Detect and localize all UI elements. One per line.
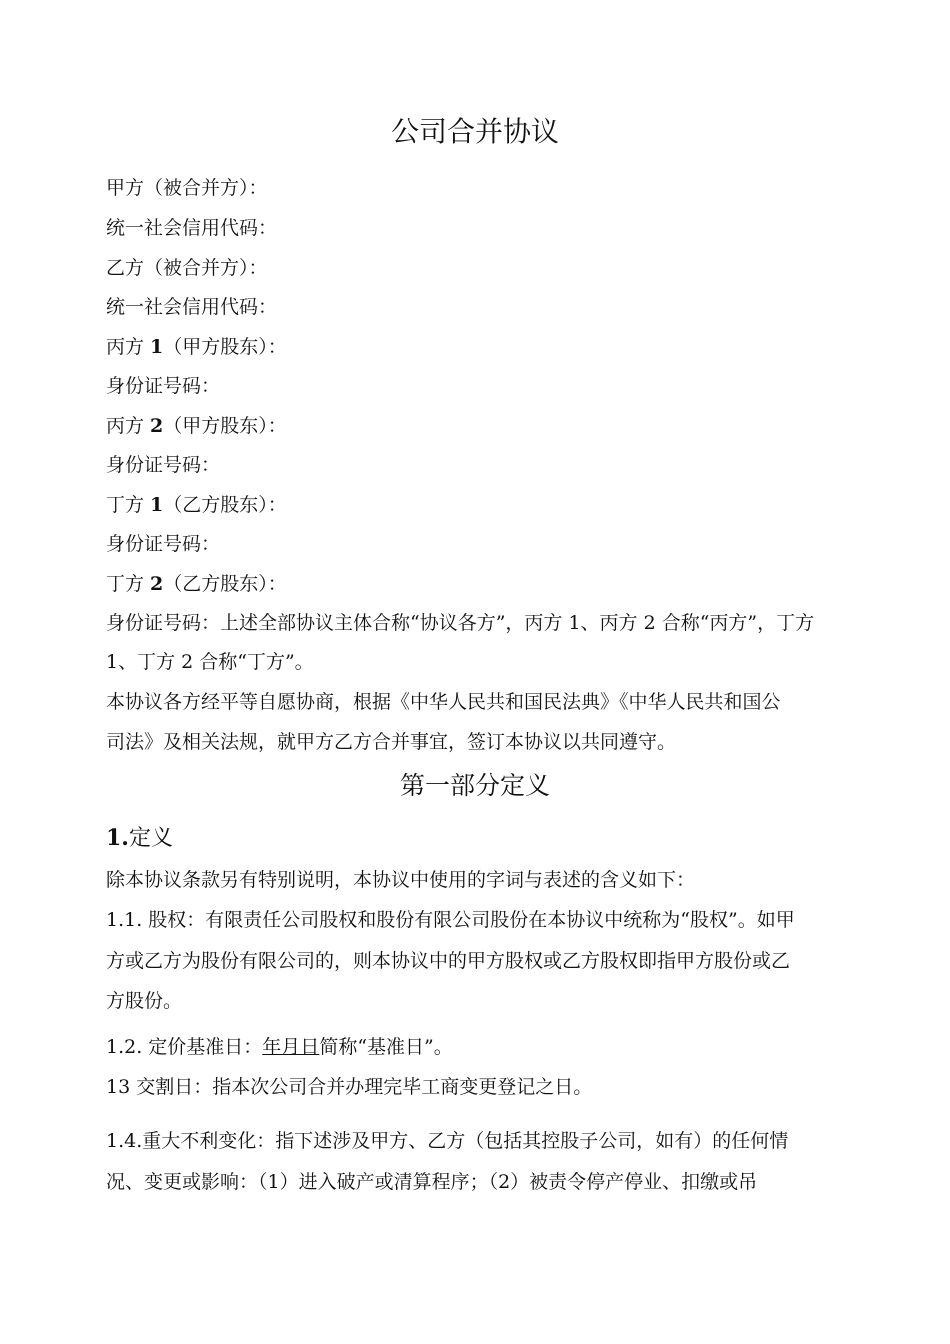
- preamble-line-1: 本协议各方经平等自愿协商，根据《中华人民共和国民法典》《中华人民共和国公: [106, 691, 781, 713]
- part-one-title: 第一部分定义: [399, 771, 550, 800]
- clause-1-1-line-2: 方或乙方为股份有限公司的，则本协议中的甲方股权或乙方股权即指甲方股份或乙: [106, 950, 791, 972]
- definitions-intro: 除本协议条款另有特别说明，本协议中使用的字词与表述的含义如下：: [106, 869, 696, 891]
- definitions-number: 1.: [106, 825, 129, 851]
- party-c1-id: 身份证号码：: [106, 375, 221, 397]
- base-date-field: 年月日: [262, 1036, 320, 1058]
- party-c1-line: [106, 333, 287, 361]
- clause-1-1-line-1: 1.1. 股权：有限责任公司股权和股份有限公司股份在本协议中统称为“股权”。如甲: [106, 909, 795, 931]
- party-b-line: 乙方（被合并方）：: [106, 257, 268, 279]
- collective-names-line-2: 1、丁方 2 合称“丁方”。: [106, 651, 314, 673]
- definitions-heading: [106, 822, 173, 855]
- preamble-line-2: 司法》及相关法规，就甲方乙方合并事宜，签订本协议以共同遵守。: [106, 731, 677, 753]
- party-a-line: 甲方（被合并方）：: [106, 177, 268, 199]
- clause-1-2: [106, 1033, 453, 1061]
- party-c2-number: 2: [150, 415, 164, 437]
- party-d1-number: 1: [150, 494, 164, 516]
- party-c2-prefix: 丙方: [106, 415, 151, 437]
- party-d2-prefix: 丁方: [106, 573, 151, 595]
- clause-1-4-line-1: 1.4.重大不利变化：指下述涉及甲方、乙方（包括其控股子公司，如有）的任何情: [106, 1130, 789, 1152]
- clause-1-4-line-2: 况、变更或影响：（1）进入破产或清算程序；（2）被责令停产停业、扣缴或吊: [106, 1171, 758, 1193]
- party-c1-prefix: 丙方: [106, 336, 151, 358]
- party-c2-suffix: （甲方股东）：: [163, 415, 287, 437]
- party-d1-suffix: （乙方股东）：: [163, 494, 287, 516]
- party-a-credit-code: 统一社会信用代码：: [106, 217, 278, 239]
- definitions-label: 定义: [128, 826, 173, 851]
- clause-1-1-line-3: 方股份。: [106, 990, 183, 1012]
- collective-names-line-1: 身份证号码：上述全部协议主体合称“协议各方”，丙方 1、丙方 2 合称“丙方”，丁方: [106, 612, 815, 634]
- party-d2-number: 2: [150, 573, 164, 595]
- party-d2-suffix: （乙方股东）：: [163, 573, 287, 595]
- party-c2-line: [106, 412, 287, 440]
- party-c1-number: 1: [150, 336, 164, 358]
- party-b-credit-code: 统一社会信用代码：: [106, 296, 278, 318]
- party-c2-id: 身份证号码：: [106, 454, 221, 476]
- clause-1-2-prefix: 1.2. 定价基准日：: [106, 1036, 263, 1058]
- party-d1-prefix: 丁方: [106, 494, 151, 516]
- document-title: 公司合并协议: [390, 115, 559, 148]
- clause-1-2-suffix: 简称“基准日”。: [319, 1036, 453, 1058]
- party-d1-id: 身份证号码：: [106, 533, 221, 555]
- party-c1-suffix: （甲方股东）：: [163, 336, 287, 358]
- party-d2-line: [106, 570, 287, 598]
- clause-1-3: 13 交割日：指本次公司合并办理完毕工商变更登记之日。: [106, 1076, 593, 1098]
- party-d1-line: [106, 491, 287, 519]
